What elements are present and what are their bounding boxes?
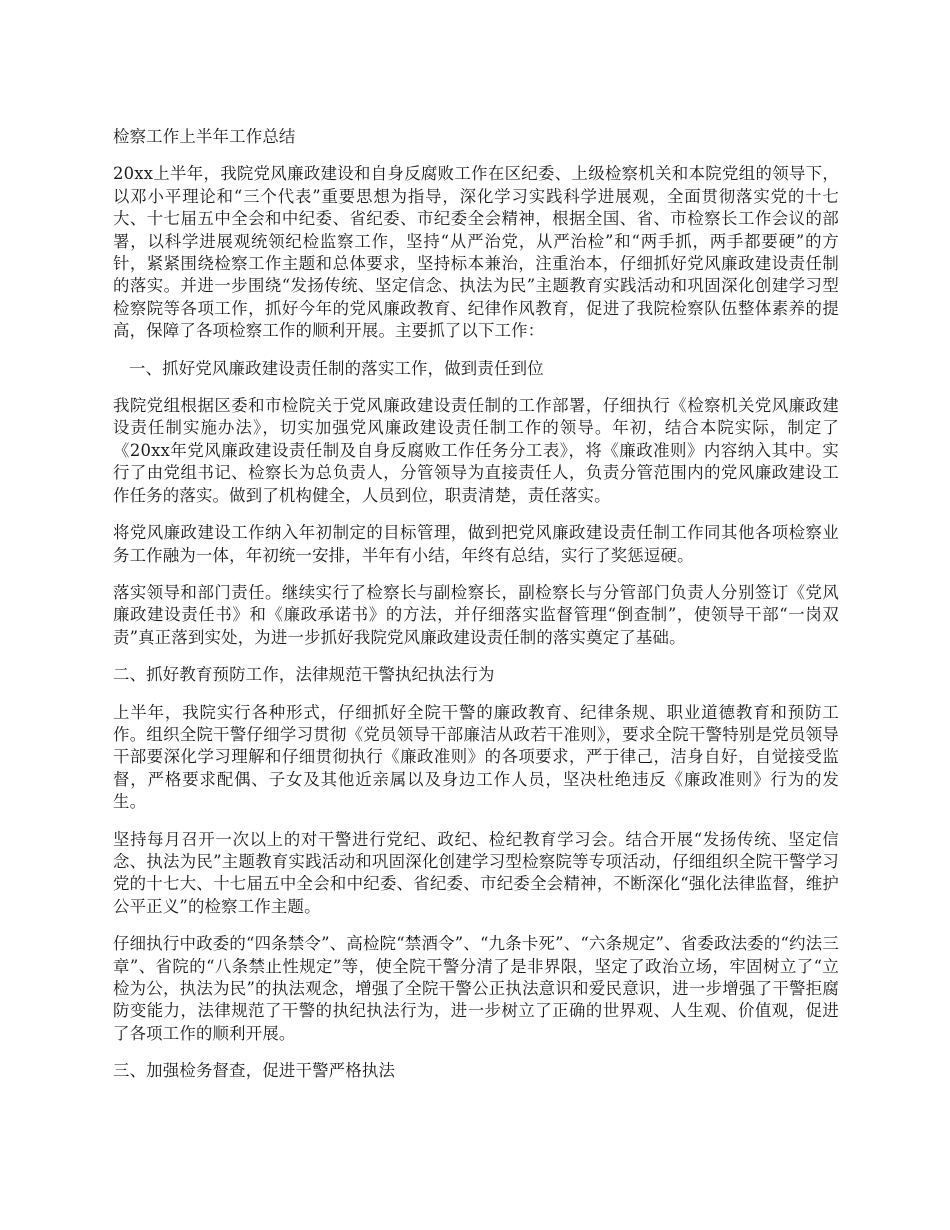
paragraph: 坚持每月召开一次以上的对干警进行党纪、政纪、检纪教育学习会。结合开展“发扬传统、坚定信念、执法为民”主题教育实践活动和巩固深化创建学习型检察院等专项活动，仔细组织全院干警学习党的十七大、十七届五中全会和中纪委、省纪委、市纪委全会精神，不断深化“强化法律监督，维护公平正义”的检察工作主题。	[113, 829, 839, 916]
paragraph: 我院党组根据区委和市检院关于党风廉政建设责任制的工作部署，仔细执行《检察机关党风廉政建设责任制实施办法》，切实加强党风廉政建设责任制工作的领导。年初，结合本院实际，制定了《20xx年党风廉政建设责任制及自身反腐败工作任务分工表》，将《廉政准则》内容纳入其中。实行了由党组书记、检察长为总负责人，分管领导为直接责任人，负责分管范围内的党风廉政建设工作任务的落实。做到了机构健全，人员到位，职责清楚，责任落实。	[113, 396, 839, 505]
document-title: 检察工作上半年工作总结	[113, 127, 296, 146]
section-heading: 一、抓好党风廉政建设责任制的落实工作，做到责任到位	[129, 358, 544, 378]
section-heading: 三、加强检务督查，促进干警严格执法	[113, 1061, 396, 1081]
paragraph: 20xx上半年，我院党风廉政建设和自身反腐败工作在区纪委、上级检察机关和本院党组的领导下，以邓小平理论和“三个代表”重要思想为指导，深化学习实践科学进展观，全面贯彻落实党的十七大、十七届五中全会和中纪委、省纪委、市纪委全会精神，根据全国、省、市检察长工作会议的部署，以科学进展观统领纪检监察工作，坚持“从严治党，从严治检”和“两手抓，两手都要硬”的方针，紧紧围绕检察工作主题和总体要求，坚持标本兼治，注重治本，仔细抓好党风廉政建设责任制的落实。并进一步围绕“发扬传统、坚定信念、执法为民”主题教育实践活动和巩固深化创建学习型检察院等各项工作，抓好今年的党风廉政教育、纪律作风教育，促进了我院检察队伍整体素养的提高，保障了各项检察工作的顺利开展。主要抓了以下工作：	[113, 164, 839, 341]
paragraph: 仔细执行中政委的“四条禁令”、高检院“禁酒令”、“九条卡死”、“六条规定”、省委政法委的“约法三章”、省院的“八条禁止性规定”等，使全院干警分清了是非界限，坚定了政治立场，牢固树立了“立检为公，执法为民”的执法观念，增强了全院干警公正执法意识和爱民意识，进一步增强了干警拒腐防变能力，法律规范了干警的执纪执法行为，进一步树立了正确的世界观、人生观、价值观，促进了各项工作的顺利开展。	[113, 934, 839, 1043]
section-heading: 二、抓好教育预防工作，法律规范干警执纪执法行为	[113, 665, 495, 685]
paragraph: 落实领导和部门责任。继续实行了检察长与副检察长，副检察长与分管部门负责人分别签订《党风廉政建设责任书》和《廉政承诺书》的方法，并仔细落实监督管理“倒查制”，使领导干部“一岗双责”真正落到实处，为进一步抓好我院党风廉政建设责任制的落实奠定了基础。	[113, 582, 839, 647]
paragraph: 上半年，我院实行各种形式，仔细抓好全院干警的廉政教育、纪律条规、职业道德教育和预防工作。组织全院干警仔细学习贯彻《党员领导干部廉洁从政若干准则》，要求全院干警特别是党员领导干部要深化学习理解和仔细贯彻执行《廉政准则》的各项要求，严于律己，洁身自好，自觉接受监督，严格要求配偶、子女及其他近亲属以及身边工作人员，坚决杜绝违反《廉政准则》行为的发生。	[113, 702, 839, 812]
document-body	[113, 126, 839, 1098]
paragraph: 将党风廉政建设工作纳入年初制定的目标管理，做到把党风廉政建设责任制工作同其他各项检察业务工作融为一体，年初统一安排，半年有小结，年终有总结，实行了奖惩逗硬。	[113, 523, 839, 565]
